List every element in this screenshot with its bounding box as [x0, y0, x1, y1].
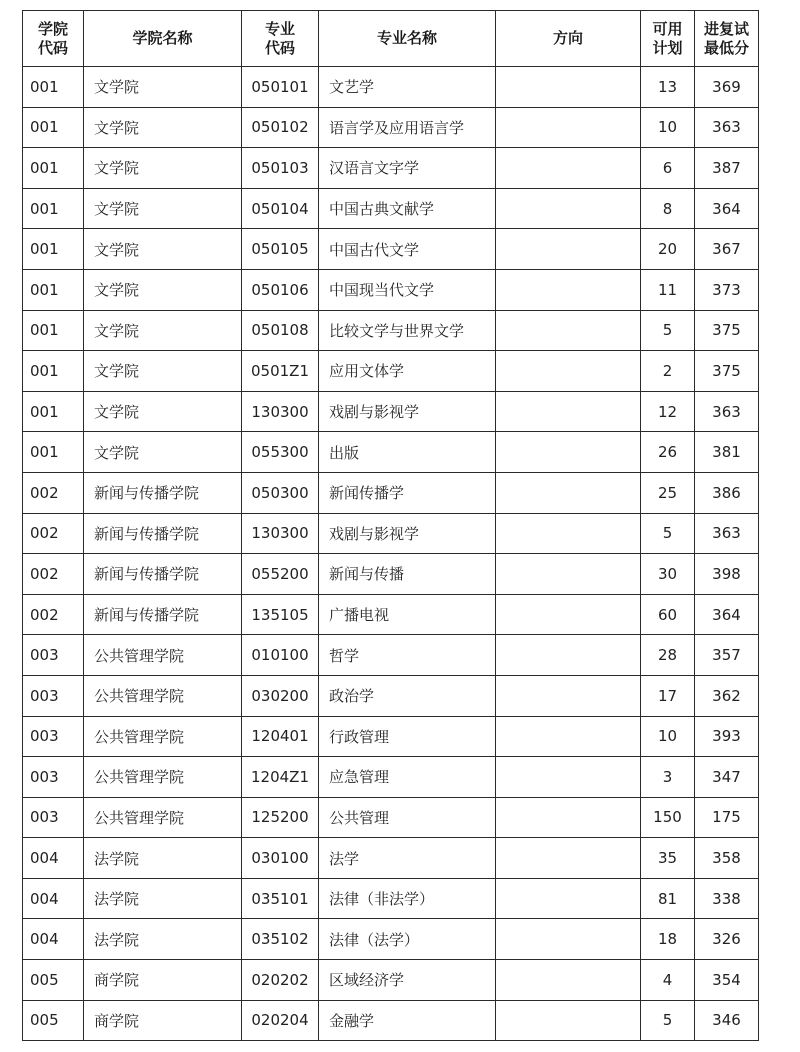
min-score-cell: 369	[695, 67, 759, 108]
min-score-cell: 386	[695, 472, 759, 513]
plan-cell: 60	[641, 594, 695, 635]
plan-cell: 35	[641, 838, 695, 879]
plan-cell: 3	[641, 757, 695, 798]
college-code-cell: 005	[23, 1000, 84, 1041]
table-row	[23, 960, 759, 1001]
table-row	[23, 554, 759, 595]
major-name-cell: 法律（非法学）	[319, 878, 496, 919]
college-name-cell: 公共管理学院	[84, 716, 242, 757]
college-code-cell: 003	[23, 757, 84, 798]
college-name-cell: 公共管理学院	[84, 757, 242, 798]
college-name-cell: 文学院	[84, 432, 242, 473]
college-code-cell: 001	[23, 269, 84, 310]
plan-cell: 5	[641, 310, 695, 351]
major-code-cell: 050104	[242, 188, 319, 229]
college-code-cell: 001	[23, 67, 84, 108]
major-code-cell: 030200	[242, 675, 319, 716]
college-name-cell: 法学院	[84, 838, 242, 879]
major-code-cell: 0501Z1	[242, 351, 319, 392]
major-code-cell: 035102	[242, 919, 319, 960]
min-score-cell: 363	[695, 107, 759, 148]
major-code-cell: 050102	[242, 107, 319, 148]
direction-cell	[496, 1000, 641, 1041]
college-code-cell: 003	[23, 635, 84, 676]
major-name-cell: 金融学	[319, 1000, 496, 1041]
college-name-cell: 文学院	[84, 188, 242, 229]
college-code-cell: 001	[23, 188, 84, 229]
header-major-name: 专业名称	[319, 11, 496, 67]
direction-cell	[496, 432, 641, 473]
direction-cell	[496, 351, 641, 392]
college-name-cell: 文学院	[84, 391, 242, 432]
major-code-cell: 050300	[242, 472, 319, 513]
min-score-cell: 354	[695, 960, 759, 1001]
direction-cell	[496, 67, 641, 108]
plan-cell: 28	[641, 635, 695, 676]
major-name-cell: 应用文体学	[319, 351, 496, 392]
major-name-cell: 法律（法学）	[319, 919, 496, 960]
min-score-cell: 363	[695, 391, 759, 432]
plan-cell: 10	[641, 107, 695, 148]
direction-cell	[496, 716, 641, 757]
major-code-cell: 055300	[242, 432, 319, 473]
min-score-cell: 393	[695, 716, 759, 757]
table-row	[23, 513, 759, 554]
college-name-cell: 文学院	[84, 310, 242, 351]
table-row	[23, 188, 759, 229]
major-code-cell: 020202	[242, 960, 319, 1001]
header-plan-line1: 可用	[652, 19, 683, 38]
table-row	[23, 67, 759, 108]
table-row	[23, 757, 759, 798]
table-row	[23, 635, 759, 676]
plan-cell: 150	[641, 797, 695, 838]
plan-cell: 20	[641, 229, 695, 270]
major-code-cell: 020204	[242, 1000, 319, 1041]
college-name-cell: 商学院	[84, 1000, 242, 1041]
college-name-cell: 新闻与传播学院	[84, 472, 242, 513]
table-row	[23, 351, 759, 392]
college-code-cell: 001	[23, 229, 84, 270]
table-row	[23, 797, 759, 838]
direction-cell	[496, 148, 641, 189]
college-code-cell: 002	[23, 554, 84, 595]
college-name-cell: 文学院	[84, 67, 242, 108]
direction-cell	[496, 269, 641, 310]
college-code-cell: 001	[23, 107, 84, 148]
header-min-score-line2: 最低分	[703, 38, 749, 57]
major-code-cell: 050101	[242, 67, 319, 108]
major-code-cell: 130300	[242, 513, 319, 554]
header-college-code	[23, 11, 84, 67]
college-code-cell: 004	[23, 838, 84, 879]
header-college-code-line2: 代码	[37, 38, 68, 57]
table-row	[23, 1000, 759, 1041]
major-name-cell: 哲学	[319, 635, 496, 676]
min-score-cell: 362	[695, 675, 759, 716]
college-name-cell: 文学院	[84, 351, 242, 392]
college-code-cell: 002	[23, 472, 84, 513]
major-code-cell: 125200	[242, 797, 319, 838]
major-name-cell: 中国古典文献学	[319, 188, 496, 229]
direction-cell	[496, 960, 641, 1001]
major-name-cell: 法学	[319, 838, 496, 879]
table-row	[23, 269, 759, 310]
major-name-cell: 新闻传播学	[319, 472, 496, 513]
major-name-cell: 政治学	[319, 675, 496, 716]
college-code-cell: 003	[23, 716, 84, 757]
header-plan	[641, 11, 695, 67]
major-code-cell: 1204Z1	[242, 757, 319, 798]
major-name-cell: 新闻与传播	[319, 554, 496, 595]
major-name-cell: 行政管理	[319, 716, 496, 757]
college-name-cell: 文学院	[84, 107, 242, 148]
college-code-cell: 004	[23, 919, 84, 960]
major-name-cell: 文艺学	[319, 67, 496, 108]
plan-cell: 11	[641, 269, 695, 310]
table-row	[23, 432, 759, 473]
min-score-cell: 364	[695, 594, 759, 635]
admission-score-table	[22, 10, 759, 1041]
min-score-cell: 326	[695, 919, 759, 960]
major-name-cell: 戏剧与影视学	[319, 513, 496, 554]
header-college-code-line1: 学院	[37, 19, 68, 38]
college-name-cell: 新闻与传播学院	[84, 554, 242, 595]
college-name-cell: 法学院	[84, 919, 242, 960]
direction-cell	[496, 878, 641, 919]
plan-cell: 17	[641, 675, 695, 716]
direction-cell	[496, 919, 641, 960]
direction-cell	[496, 513, 641, 554]
min-score-cell: 175	[695, 797, 759, 838]
min-score-cell: 364	[695, 188, 759, 229]
major-code-cell: 050105	[242, 229, 319, 270]
major-code-cell: 050103	[242, 148, 319, 189]
major-code-cell: 050106	[242, 269, 319, 310]
table-row	[23, 107, 759, 148]
table-row	[23, 229, 759, 270]
header-major-code	[242, 11, 319, 67]
major-name-cell: 语言学及应用语言学	[319, 107, 496, 148]
college-name-cell: 新闻与传播学院	[84, 594, 242, 635]
college-name-cell: 商学院	[84, 960, 242, 1001]
plan-cell: 30	[641, 554, 695, 595]
table-row	[23, 675, 759, 716]
direction-cell	[496, 594, 641, 635]
min-score-cell: 363	[695, 513, 759, 554]
college-code-cell: 001	[23, 351, 84, 392]
major-name-cell: 广播电视	[319, 594, 496, 635]
table-row	[23, 472, 759, 513]
major-code-cell: 030100	[242, 838, 319, 879]
college-code-cell: 003	[23, 797, 84, 838]
plan-cell: 81	[641, 878, 695, 919]
table-row	[23, 919, 759, 960]
header-major-code-line1: 专业	[264, 19, 295, 38]
college-name-cell: 文学院	[84, 148, 242, 189]
table-row	[23, 838, 759, 879]
college-code-cell: 002	[23, 513, 84, 554]
min-score-cell: 375	[695, 310, 759, 351]
college-code-cell: 001	[23, 310, 84, 351]
college-name-cell: 新闻与传播学院	[84, 513, 242, 554]
min-score-cell: 381	[695, 432, 759, 473]
header-direction: 方向	[496, 11, 641, 67]
college-code-cell: 001	[23, 432, 84, 473]
min-score-cell: 346	[695, 1000, 759, 1041]
major-name-cell: 公共管理	[319, 797, 496, 838]
college-name-cell: 公共管理学院	[84, 675, 242, 716]
plan-cell: 26	[641, 432, 695, 473]
plan-cell: 18	[641, 919, 695, 960]
college-name-cell: 公共管理学院	[84, 797, 242, 838]
header-min-score	[695, 11, 759, 67]
header-row	[23, 11, 759, 67]
major-name-cell: 中国古代文学	[319, 229, 496, 270]
major-name-cell: 应急管理	[319, 757, 496, 798]
college-code-cell: 001	[23, 148, 84, 189]
direction-cell	[496, 107, 641, 148]
major-name-cell: 区域经济学	[319, 960, 496, 1001]
major-name-cell: 汉语言文字学	[319, 148, 496, 189]
major-name-cell: 比较文学与世界文学	[319, 310, 496, 351]
major-name-cell: 中国现当代文学	[319, 269, 496, 310]
direction-cell	[496, 757, 641, 798]
major-name-cell: 出版	[319, 432, 496, 473]
header-plan-line2: 计划	[652, 38, 683, 57]
plan-cell: 25	[641, 472, 695, 513]
direction-cell	[496, 310, 641, 351]
header-min-score-line1: 进复试	[703, 19, 749, 38]
major-code-cell: 135105	[242, 594, 319, 635]
plan-cell: 5	[641, 1000, 695, 1041]
direction-cell	[496, 675, 641, 716]
college-name-cell: 文学院	[84, 269, 242, 310]
direction-cell	[496, 635, 641, 676]
plan-cell: 6	[641, 148, 695, 189]
table-row	[23, 148, 759, 189]
major-code-cell: 055200	[242, 554, 319, 595]
major-name-cell: 戏剧与影视学	[319, 391, 496, 432]
direction-cell	[496, 472, 641, 513]
min-score-cell: 357	[695, 635, 759, 676]
major-code-cell: 120401	[242, 716, 319, 757]
college-code-cell: 003	[23, 675, 84, 716]
direction-cell	[496, 838, 641, 879]
college-name-cell: 文学院	[84, 229, 242, 270]
major-code-cell: 010100	[242, 635, 319, 676]
min-score-cell: 387	[695, 148, 759, 189]
college-name-cell: 公共管理学院	[84, 635, 242, 676]
table-row	[23, 391, 759, 432]
table-row	[23, 716, 759, 757]
min-score-cell: 338	[695, 878, 759, 919]
college-name-cell: 法学院	[84, 878, 242, 919]
plan-cell: 13	[641, 67, 695, 108]
college-code-cell: 005	[23, 960, 84, 1001]
direction-cell	[496, 229, 641, 270]
table-body	[23, 67, 759, 1041]
min-score-cell: 375	[695, 351, 759, 392]
direction-cell	[496, 554, 641, 595]
header-college-name: 学院名称	[84, 11, 242, 67]
college-code-cell: 004	[23, 878, 84, 919]
min-score-cell: 347	[695, 757, 759, 798]
major-code-cell: 050108	[242, 310, 319, 351]
min-score-cell: 358	[695, 838, 759, 879]
plan-cell: 8	[641, 188, 695, 229]
min-score-cell: 373	[695, 269, 759, 310]
plan-cell: 5	[641, 513, 695, 554]
plan-cell: 10	[641, 716, 695, 757]
plan-cell: 2	[641, 351, 695, 392]
min-score-cell: 398	[695, 554, 759, 595]
college-code-cell: 002	[23, 594, 84, 635]
direction-cell	[496, 188, 641, 229]
plan-cell: 12	[641, 391, 695, 432]
table-row	[23, 310, 759, 351]
college-code-cell: 001	[23, 391, 84, 432]
major-code-cell: 130300	[242, 391, 319, 432]
header-major-code-line2: 代码	[264, 38, 295, 57]
table-row	[23, 594, 759, 635]
major-code-cell: 035101	[242, 878, 319, 919]
min-score-cell: 367	[695, 229, 759, 270]
table-row	[23, 878, 759, 919]
plan-cell: 4	[641, 960, 695, 1001]
direction-cell	[496, 797, 641, 838]
direction-cell	[496, 391, 641, 432]
